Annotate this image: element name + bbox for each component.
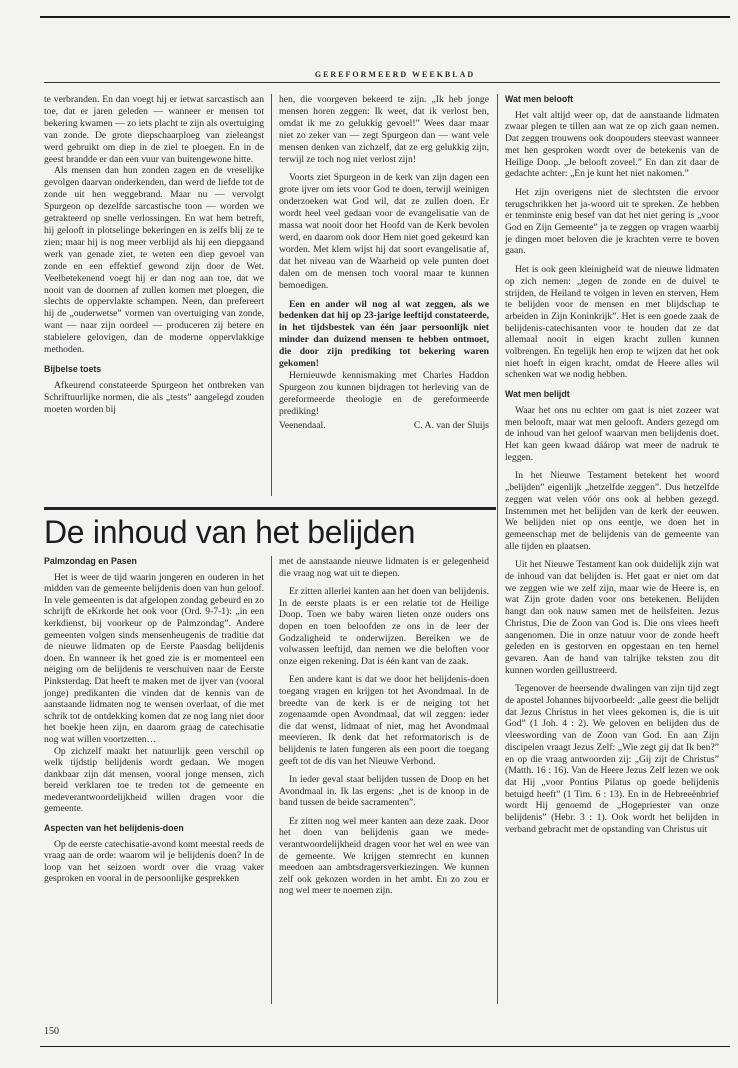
paragraph: Voorts ziet Spurgeon in de kerk van zijn dagen een grote ijver om iets voor God te doen, terwijl weinigen onderzoeken wat God wil, dat ze zullen doen. Er wordt heel veel gedaan voor de evangelisatie van de massa wat nooit door het Hoofd van de Kerk bevolen werd, en daarom ook door Hem niet goed gekeurd kan worden. Met klem wijst hij dat soort evangelisatie af, dat het niveau van de Waarheid op vele punten doet dalen om de mensen toch vooral maar te kunnen bemoedigen. — [279, 172, 489, 291]
bottom-rule — [40, 1046, 730, 1047]
paragraph: Er zitten nog wel meer kanten aan deze zaak. Door het doen van belijdenis gaan we mede-verantwoordelijkheid dragen voor het wel en wee van de gemeente. We krijgen stemrecht en kunnen meedoen aan ambtsdragersverkiezingen. We kunnen zelf ook gekozen worden in het ambt. En zo zou er nog wel meer te noemen zijn. — [279, 815, 489, 897]
signature-name: C. A. van der Sluijs — [413, 419, 489, 431]
paragraph: Een andere kant is dat we door het belijdenis-doen toegang vragen en krijgen tot het Avondmaal. In de breedte van de kerk is er de neiging tot het zogenaamde open Avondmaal, dat wil zeggen: ieder die dat wenst, lidmaat of niet, mag het Avondmaal meevieren. Ik denk dat het reformatorisch is de belijdenis te laten fungeren als een poort die toegang geeft tot de dis van het Nieuwe Verbond. — [279, 674, 489, 767]
paragraph: Hernieuwde kennismaking met Charles Haddon Spurgeon zou kunnen bijdragen tot herleving van de gereformeerde theologie en de gereformeerde prediking! — [279, 369, 489, 417]
paragraph: met de aanstaande nieuwe lidmaten is er gelegenheid die vraag nog wat uit te diepen. — [279, 556, 489, 579]
paragraph: Het is weer de tijd waarin jongeren en ouderen in het midden van de gemeente belijdenis doen van hun geloof. In vele gemeenten is dat afgelopen zondag gebeurd en zo schrijft de eKrkorde het ook voor (Ord. 9-7-1): „in een kerkdienst, bij voorkeur op de Palmzondag”. Andere gemeenten volgen sinds mensenheugenis de traditie dat de nieuwe lidmaten op de Eerste Paasdag belijdenis doen. En wanneer ik het goed zie is er momenteel een neiging om de belijdenis te verschuiven naar de Eerste Pinksterdag. Dat heeft te maken met de ijver van (vooral jonge) predikanten die vinden dat de kennis van de aanstaande lidmaten nog te wensen overlaat, of die met schrik tot de ontdekking komen dat ze nog lang niet door het boekje heen zijn, en daarom graag de catechisatie nog wat willen voortzetten… — [44, 571, 264, 745]
masthead: GEREFORMEERD WEEKBLAD — [314, 70, 476, 79]
paragraph: Een en ander wil nog al wat zeggen, als we bedenken dat hij op 23-jarige leeftijd constateerde, in het tijdsbestek van één jaar persoonlijk niet minder dan duizend mensen te hebben ontmoet, die door zijn prediking tot bekering waren gekomen! — [279, 298, 489, 370]
article-title: De inhoud van het belijden — [44, 514, 416, 550]
paragraph: Op de eerste catechisatie-avond komt meestal reeds de vraag aan de orde: waarom wil je belijdenis doen? In de loop van het seizoen wordt over die vraag vaker gesproken en vooral in de persoonlijke gesprekken — [44, 838, 264, 885]
article-column-2 — [279, 556, 489, 897]
section-heading: Aspecten van het belijdenis-doen — [44, 823, 184, 834]
top-column-1 — [44, 94, 264, 416]
signature-place: Veenendaal. — [279, 419, 326, 431]
right-column — [505, 94, 719, 835]
paragraph: Afkeurend constateerde Spurgeon het ontbreken van Schriftuurlijke normen, die als „tests” aangelegd zouden moeten worden bij — [44, 379, 264, 415]
page-number: 150 — [44, 1026, 59, 1037]
section-heading: Wat men belooft — [505, 94, 574, 104]
headline-rule — [44, 507, 496, 510]
top-rule — [40, 16, 730, 18]
paragraph: Het valt altijd weer op, dat de aanstaande lidmaten zwaar plegen te tillen aan wat ze op zich gaan nemen. Dat zeggen trouwens ook doopouders steevast wanneer met hen gesproken wordt over de betekenis van de Heilige Doop. „Je belooft zoveel.” En dan zit daar de gedachte achter: „En je kunt het niet nakomen.” — [505, 109, 719, 180]
paragraph: Waar het ons nu echter om gaat is niet zozeer wat men belooft, maar wat men gelooft. Anders gezegd om de inhoud van het geloof waarvan men belijdenis doet. Het kan geen kwaad dáárop wat meer de nadruk te leggen. — [505, 404, 719, 463]
column-divider — [271, 94, 272, 496]
paragraph: In het Nieuwe Testament betekent het woord „belijden” eigenlijk „hetzelfde zeggen”. Dus hetzelfde zeggen wat velen vóór ons ook al hebben gezegd. Instemmen met het belijden van de kerk der eeuwen. We belijden niet op ons eentje, we doen het in gemeenschap met de belijdenis van de gemeente van alle tijden en plaatsen. — [505, 470, 719, 552]
paragraph: Als mensen dan hun zonden zagen en de vreselijke gevolgen daarvan onderkenden, dan werd de liefde tot de zonde uit hen weggebrand. Maar nu — vervolgt Spurgeon op dezelfde sarcastische toon — worden we getrakteerd op snelle verlossingen. En wat hem betreft, hij gelooft in plotselinge bekeringen en is zelfs blij ze te zien; maar hij is nog meer verblijd als hij een diepgaand werk van genade ziet, te weten een diep gevoel van zonde en een effektief gewond zijn door de Wet. Veelbetekenend voegt hij er dan nog aan toe, dat we nooit van de doornen af zullen komen met ploegen, die slechts de oppervlakte schampen. Neen, dan prefereert hij de „ouderwetse” vormen van overtuiging van zonde, want — naar zijn oordeel — produceren zij betere en stabielere gelovigen, dan de moderne oppervlakkige methoden. — [44, 165, 264, 356]
paragraph: In ieder geval staat belijden tussen de Doop en het Avondmaal in. Ik las ergens: „het is de knoop in de band tussen de beide sacramenten”. — [279, 774, 489, 809]
paragraph: Uit het Nieuwe Testament kan ook duidelijk zijn wat de inhoud van dat belijden is. Het gaat er niet om dat we zeggen wie we zelf zijn, maar wie de Heere is, en wat Zijn grote daden voor ons betekenen. Belijden hangt dan ook nauw samen met de heilsfeiten. Jezus Christus, Die de Zoon van God is. Die ons vlees heeft aangenomen. Die in onze natuur voor de zonde heeft geleden en is gestorven en opgestaan en ten hemel gevaren. Aan de hand van talrijke teksten zou dit kunnen worden geïllustreerd. — [505, 559, 719, 676]
article-column-1 — [44, 556, 264, 885]
section-heading: Wat men belijdt — [505, 389, 570, 400]
masthead-rule — [44, 82, 720, 83]
paragraph: Op zichzelf maakt het natuurlijk geen verschil op welk tijdstip belijdenis wordt gedaan. We mogen dankbaar zijn dát mensen, vooral jonge mensen, zich bereid verklaren toe te treden tot de gemeente en medeverantwoordelijkheid willen dragen voor die gemeente. — [44, 745, 264, 815]
top-column-2 — [279, 94, 489, 431]
paragraph: hen, die voorgeven bekeerd te zijn. „Ik heb jonge mensen horen zeggen: Ik weet, dat ik verlost ben, omdat ik me zo gelukkig gevoel!” Wees daar maar niet zo zeker van — zegt Spurgeon dan — want vele mensen denken van zichzelf, dat ze erg gelukkig zijn, terwijl ze toch nog niet verlost zijn! — [279, 94, 489, 165]
signature — [279, 420, 489, 432]
section-heading: Palmzondag en Pasen — [44, 556, 137, 566]
section-heading: Bijbelse toets — [44, 363, 102, 374]
column-divider — [271, 556, 272, 1004]
paragraph: Tegenover de heersende dwalingen van zijn tijd zegt de apostel Johannes bijvoorbeeld: „alle geest die belijdt dat Jezus Christus in het vlees gekomen is, die is uit God” (1 Joh. 4 : 2). We geloven en belijden dus de vleeswording van de Zoon van God. En aan Zijn discipelen vraagt Jezus Zelf: „Wie zegt gij dat Ik ben?” en op die vraag antwoorden zij: „Gij zijt de Christus” (Matth. 16 : 16). Van de Heere Jezus Zelf lezen we ook dat Hij „voor Pontius Pilatus op goede belijdenis betuigd heeft” (1 Tim. 6 : 13). En in de Hebreeënbrief wordt Hij genoemd de „Hogepriester van onze belijdenis” (Hebr. 3 : 1). Ook wordt het belijden in verband gebracht met de opstanding van Christus uit — [505, 683, 719, 835]
paragraph: te verbranden. En dan voegt hij er ietwat sarcastisch aan toe, dat er jaren geleden — wanneer er mensen tot bekering kwamen — zo iets placht te zijn als overtuiging van zonde. De grote diepschaarploeg van zieleangst werd gebruikt om diep in de ziel te ploegen. En in de geest brandde er dan een vuur van buitengewone hitte. — [44, 94, 264, 165]
paragraph: Het zijn overigens niet de slechtsten die ervoor terugschrikken het ja-woord uit te spreken. Ze hebben er tenminste enig besef van dat het niet gering is „voor God en Zijn Gemeente” ja te zeggen op vragen waarbij je dingen moet beloven die je krachten verre te boven gaan. — [505, 186, 719, 257]
paragraph: Het is ook geen kleinigheid wat de nieuwe lidmaten op zich nemen: „tegen de zonde en de duivel te strijden, de Heiland te volgen in leven en sterven, Hem te belijden voor de mensen en met blijdschap te arbeiden in Zijn Koninkrijk”. Het is een goede zaak de belijdenis-catechisanten voor te houden dat ze dat allemaal nooit in eigen kracht zullen kunnen volbrengen. En tegelijk hen erop te wijzen dat het ook niet hoeft in eigen kracht, omdat de Heere alles wil schenken wat we nodig hebben. — [505, 264, 719, 381]
paragraph: Er zitten allerlei kanten aan het doen van belijdenis. In de eerste plaats is er een relatie tot de Heilige Doop. Toen we baby waren lieten onze ouders ons dopen en toen beloofden ze ons in de leer der Godzaligheid te onderwijzen. Bereiken we de volwassen leeftijd, dan nemen we die beloften voor onze eigen rekening. Dat is één kant van de zaak. — [279, 586, 489, 667]
